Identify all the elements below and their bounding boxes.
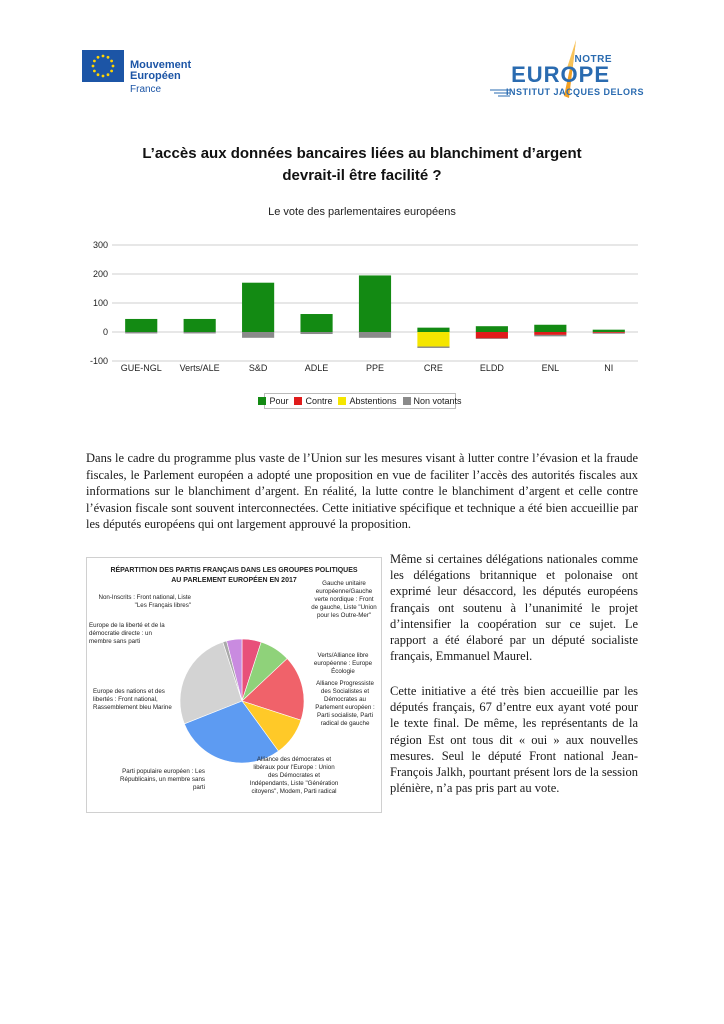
y-tick-label: 0 xyxy=(102,327,108,337)
pie-label-adle: Alliance des démocrates et libéraux pour l'Europe : Union des Démocrates et Indépendants, Liste "Génération citoyens", Modem, Parti radical xyxy=(249,756,339,795)
bar-contre xyxy=(593,332,625,333)
brand-line2: Européen xyxy=(130,70,181,82)
bar-pour xyxy=(242,283,274,332)
bar-contre xyxy=(534,332,566,335)
title-line1: L’accès aux données bancaires liées au blanchiment d’argent xyxy=(142,145,582,162)
notre-europe-main: EUROPE xyxy=(511,62,610,87)
y-tick-label: 300 xyxy=(92,240,108,250)
x-tick-label: Verts/ALE xyxy=(179,363,220,373)
pie-title-line2: AU PARLEMENT EUROPÉEN EN 2017 xyxy=(171,577,297,584)
x-tick-label: ELDD xyxy=(479,363,504,373)
chart-legend xyxy=(264,393,462,409)
legend-item xyxy=(258,396,288,406)
legend-label: Non votants xyxy=(413,396,462,406)
eu-flag-icon xyxy=(82,50,124,82)
legend-swatch xyxy=(403,397,411,405)
legend-swatch xyxy=(258,397,266,405)
bar-non-votants xyxy=(593,333,625,334)
mouvement-europeen-logo xyxy=(82,50,222,100)
bar-abstentions xyxy=(417,332,449,347)
x-tick-label: CRE xyxy=(423,363,443,373)
legend-swatch xyxy=(338,397,346,405)
chart-subtitle: Le vote des parlementaires européens xyxy=(268,206,456,218)
legend-label: Pour xyxy=(269,396,289,406)
legend-swatch xyxy=(294,397,302,405)
bar-non-votants xyxy=(359,332,391,338)
bar-pour xyxy=(534,325,566,332)
x-tick-label: ENL xyxy=(541,363,560,373)
bar-non-votants xyxy=(300,332,332,334)
legend-label: Abstentions xyxy=(349,396,397,406)
bar-non-votants xyxy=(534,335,566,336)
legend-label: Contre xyxy=(305,396,333,406)
notre-europe-logo xyxy=(490,40,650,110)
bar-non-votants xyxy=(417,347,449,348)
bar-non-votants xyxy=(242,332,274,338)
bar-pour xyxy=(417,328,449,332)
y-tick-label: -100 xyxy=(89,356,108,366)
y-tick-label: 100 xyxy=(92,298,108,308)
bar-pour xyxy=(125,319,157,332)
pie-label-gue: Gauche unitaire européenne/Gauche verte nordique : Front de gauche, Liste "Union pour les Outre-Mer" xyxy=(311,580,377,619)
bar-non-votants xyxy=(476,338,508,339)
x-tick-label: S&D xyxy=(248,363,268,373)
brand-country: France xyxy=(130,84,162,95)
legend-item xyxy=(294,396,332,406)
bar-non-votants xyxy=(125,332,157,333)
page-title xyxy=(120,143,604,187)
pie-label-eldd: Europe de la liberté et de la démocratie directe : un membre sans parti xyxy=(89,622,165,645)
bar-non-votants xyxy=(184,332,216,333)
notre-europe-sub: INSTITUT JACQUES DELORS xyxy=(505,87,644,97)
right-paragraph-1: Même si certaines délégations nationales comme les délégations britannique et polonaise ont exprimé leur désaccord, les députés européens français ont soutenu à l’unanimité le projet d’intensifier la coopération sur ce sujet. Le rapport a été élaboré par un député socialiste français, Emmanuel Maurel. xyxy=(390,552,638,664)
right-paragraph-2: Cette initiative a été très bien accueillie par les députés français, 67 d’entre eux ayant voté pour le texte final. De même, les représentants de la région Est ont tous dit « oui » aux nouvelles mesures. Seul le député Front national Jean-François Jalkh, pourtant présent lors de la session plénière, n’a pas pris part au vote. xyxy=(390,684,638,796)
pie-label-verts: Verts/Alliance libre européenne : Europe Écologie xyxy=(313,652,373,675)
bar-pour xyxy=(359,275,391,332)
x-tick-label: ADLE xyxy=(304,363,329,373)
x-tick-label: PPE xyxy=(365,363,385,373)
bar-pour xyxy=(476,326,508,332)
x-tick-label: GUE-NGL xyxy=(120,363,162,373)
x-tick-label: NI xyxy=(604,363,614,373)
bar-pour xyxy=(300,314,332,332)
legend-item xyxy=(403,396,462,406)
pie-label-ppe: Parti populaire européen : Les Républicains, un membre sans parti xyxy=(120,768,205,791)
pie-label-ni: Non-Inscrits : Front national, Liste "Les Français libres" xyxy=(98,594,191,609)
title-line2: devrait-il être facilité ? xyxy=(282,167,442,184)
legend-item xyxy=(338,396,396,406)
bar-pour xyxy=(184,319,216,332)
intro-paragraph: Dans le cadre du programme plus vaste de l’Union sur les mesures visant à lutter contre l’évasion et la fraude fiscales, le Parlement européen a adopté une proposition en vue de faciliter l’accès des autorités fiscales aux informations sur le blanchiment d’argent. En réalité, la lutte contre le blanchiment d’argent et celle contre l’évasion fiscale sont souvent interconnectées. Cette initiative spécifique et technique a été bien accueillie par les députés européens qui ont largement approuvé la proposition. xyxy=(86,451,638,531)
pie-label-sd: Alliance Progressiste des Socialistes et Démocrates au Parlement européen : Parti socialiste, Parti radical de gauche xyxy=(315,680,375,727)
brand-line1: Mouvement xyxy=(130,59,192,71)
bar-pour xyxy=(593,330,625,332)
y-tick-label: 200 xyxy=(92,269,108,279)
notre-europe-top: NOTRE xyxy=(574,54,612,65)
pie-chart-box xyxy=(86,557,382,813)
vote-bar-chart xyxy=(86,236,646,386)
pie-label-enl: Europe des nations et des libertés : Front national, Rassemblement bleu Marine xyxy=(93,688,172,711)
bar-contre xyxy=(476,332,508,338)
pie-title-line1: RÉPARTITION DES PARTIS FRANÇAIS DANS LES GROUPES POLITIQUES xyxy=(110,567,358,574)
